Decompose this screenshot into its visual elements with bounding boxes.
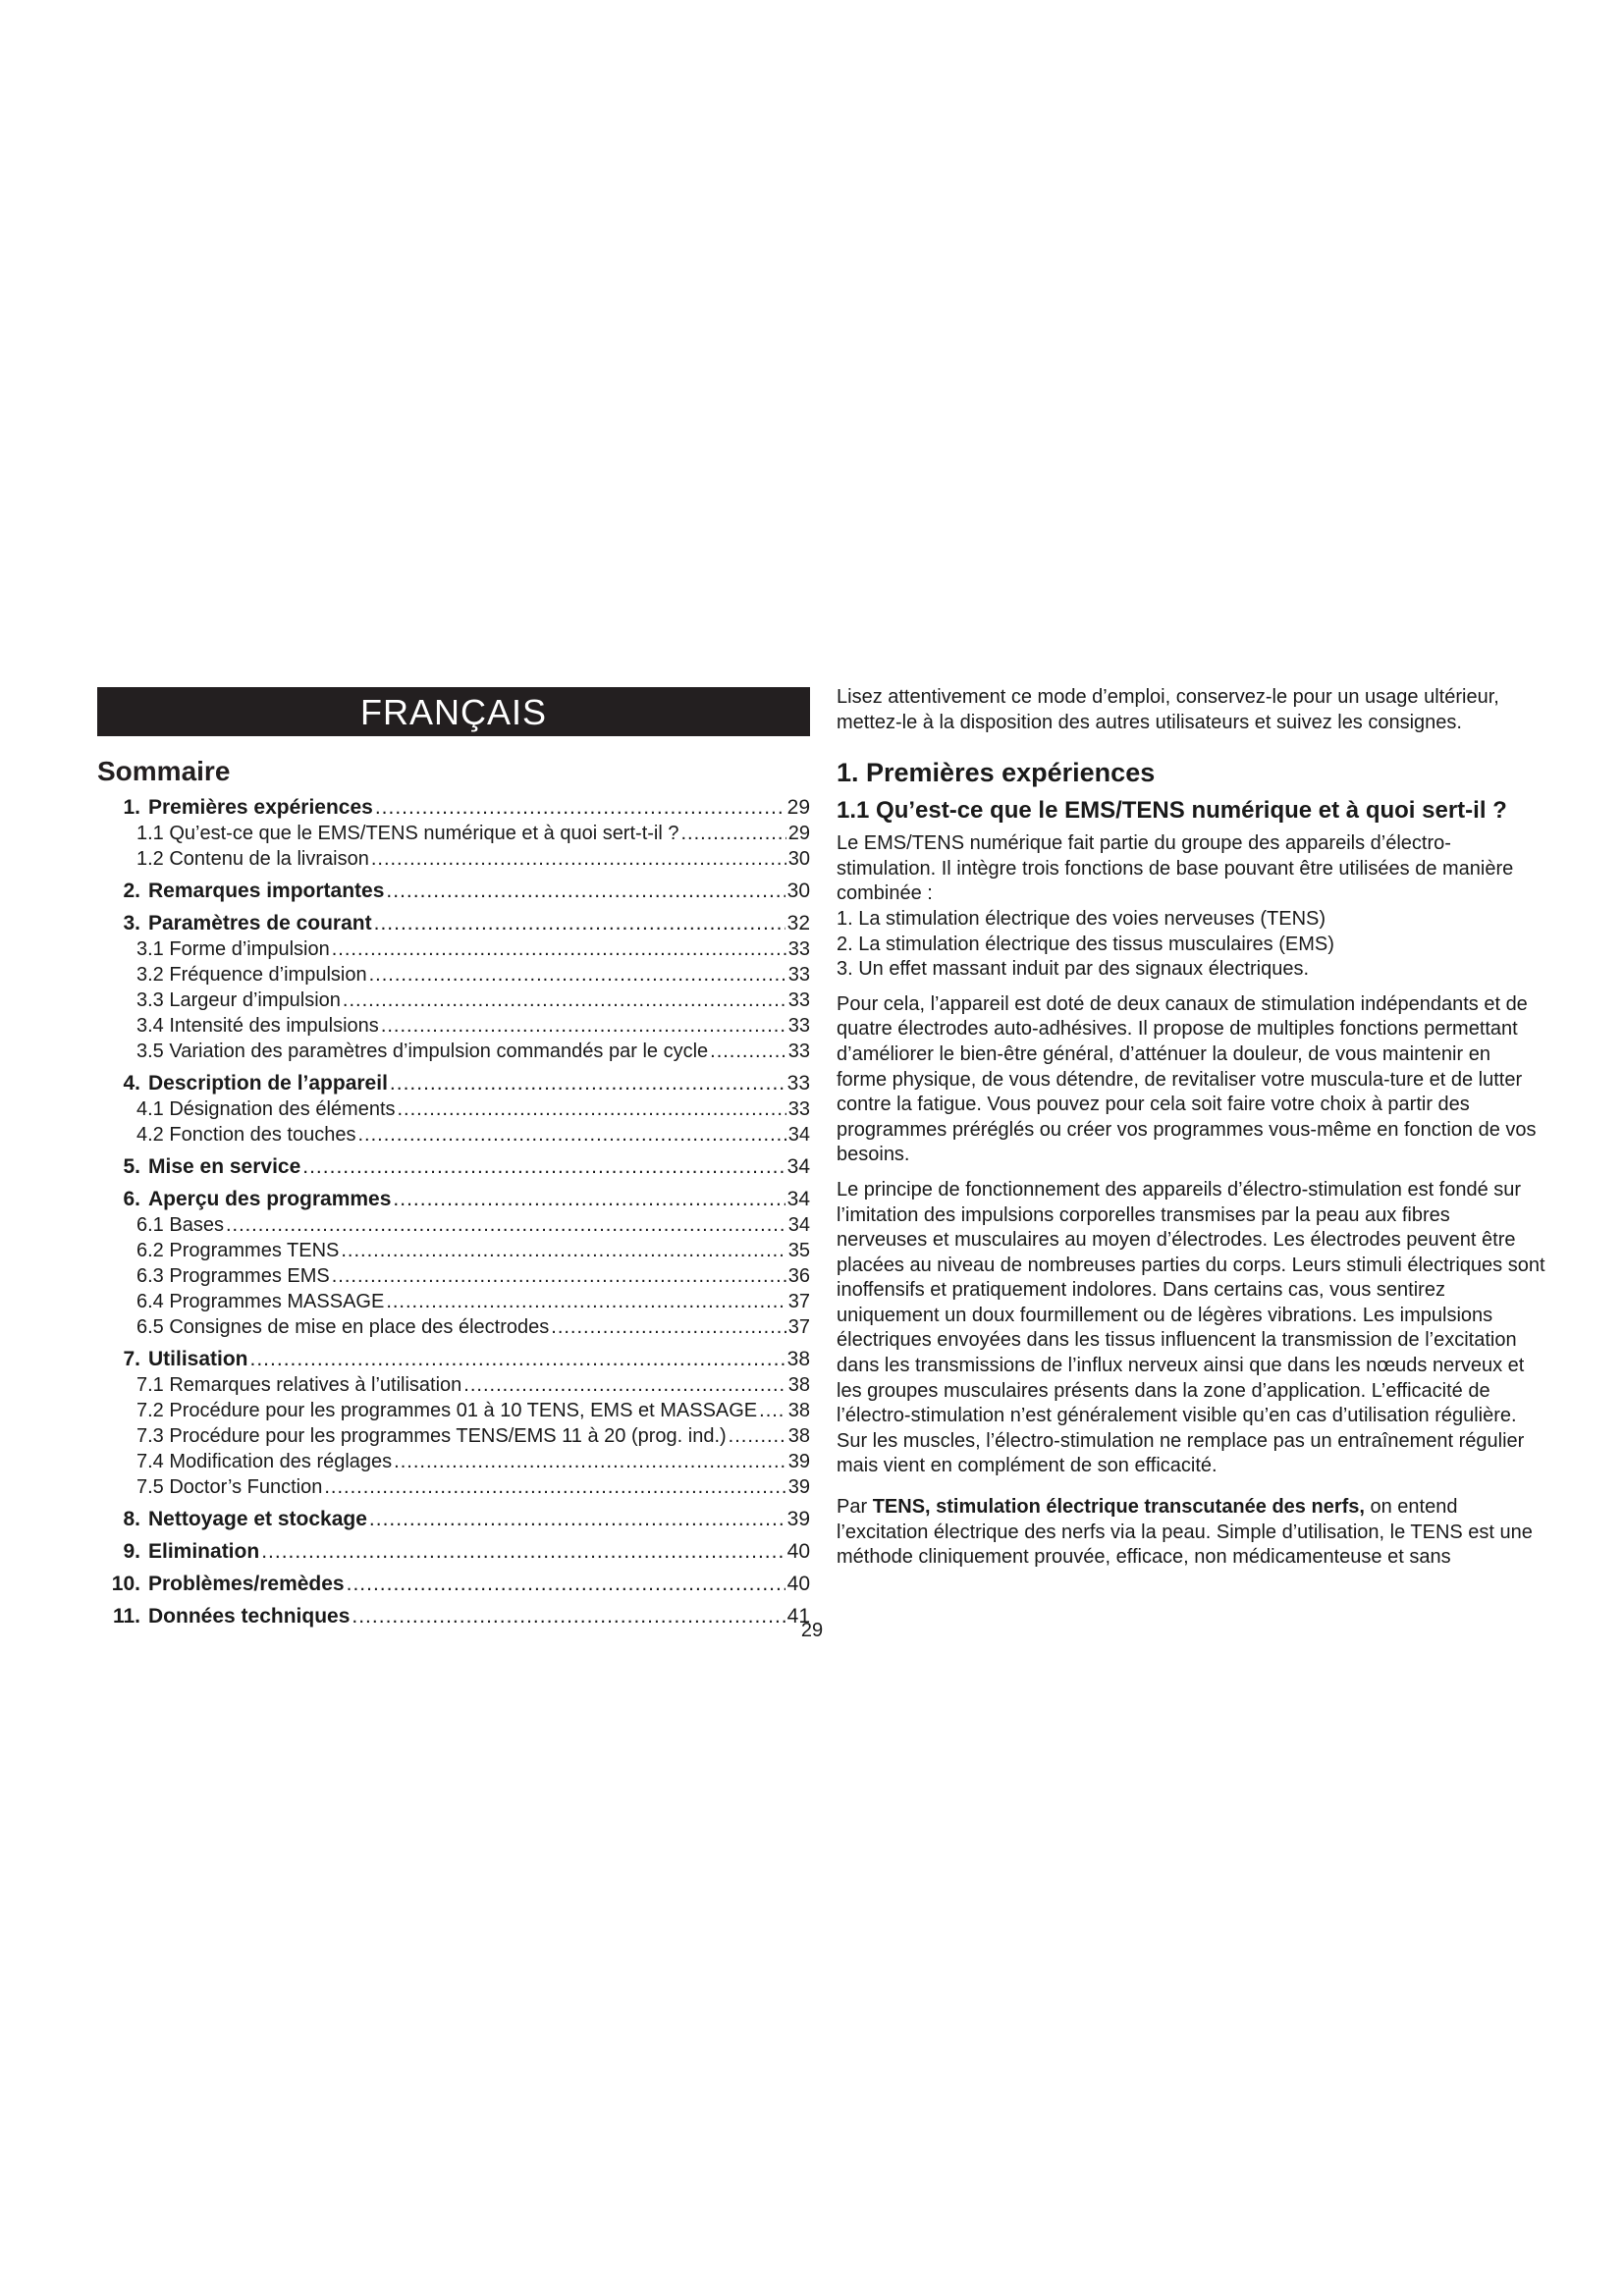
- toc-row: [97, 1289, 810, 1314]
- toc-page: 32: [786, 912, 810, 934]
- toc-leader: [394, 1449, 786, 1474]
- toc-leader: [374, 911, 785, 936]
- toc-number: 3.: [123, 912, 140, 934]
- toc-title: 3.2 Fréquence d’impulsion: [136, 964, 367, 986]
- tens-prefix: Par: [837, 1496, 868, 1519]
- toc-leader: [371, 846, 786, 872]
- toc-page: 33: [787, 1015, 810, 1037]
- toc-number: 10.: [111, 1573, 140, 1595]
- toc-leader: [386, 879, 785, 904]
- toc-title: Problèmes/remèdes: [148, 1573, 345, 1595]
- toc-leader: [250, 1347, 785, 1372]
- toc-title: Données techniques: [148, 1605, 351, 1628]
- toc-number: 1.: [123, 796, 140, 819]
- toc-row: [97, 1314, 810, 1340]
- toc-leader: [324, 1474, 785, 1500]
- toc-title: 3.1 Forme d’impulsion: [136, 938, 330, 960]
- toc-title: Paramètres de courant: [148, 912, 372, 934]
- toc-leader: [398, 1096, 786, 1122]
- toc-leader: [357, 1122, 785, 1148]
- toc-title: 6.3 Programmes EMS: [136, 1265, 330, 1287]
- toc-leader: [551, 1314, 785, 1340]
- toc-leader: [226, 1212, 786, 1238]
- toc-page: 38: [787, 1425, 810, 1447]
- toc-title: Premières expériences: [148, 796, 373, 819]
- toc-number: 4.: [123, 1072, 140, 1095]
- toc-title: 7.3 Procédure pour les programmes TENS/EMS 11 à 20 (prog. ind.): [136, 1425, 727, 1447]
- toc-page: 30: [786, 880, 810, 902]
- toc-row: [97, 1398, 810, 1423]
- list-item: 3. Un effet massant induit par des signaux électriques.: [837, 958, 1310, 981]
- toc-number: 6.: [123, 1188, 140, 1210]
- toc-row: [97, 1187, 810, 1212]
- toc-page: 40: [786, 1540, 810, 1563]
- toc-row: [97, 846, 810, 872]
- toc-page: 38: [787, 1374, 810, 1396]
- toc-row: [97, 1474, 810, 1500]
- toc-title: 6.1 Bases: [136, 1214, 224, 1236]
- toc-page: 33: [786, 1072, 810, 1095]
- toc-leader: [347, 1572, 785, 1597]
- paragraph-principle: Le principe de fonctionnement des appareils d’électro-stimulation est fondé sur l’imitation des impulsions corporelles transmises par la peau aux fibres nerveuses et musculaires au moyen d’électrodes. Les électrodes peuvent être placées au niveau de nombreuses parties du corps. Leurs stimuli électriques sont inoffensifs et pratiquement indolores. Dans certains cas, vous sentirez uniquement un doux fourmillement ou de légères vibrations. Les impulsions électriques envoyées dans les tissus influencent la transmission de l’excitation dans les transmissions de l’influx nerveux ainsi que dans les nœuds nerveux et les groupes musculaires présents dans la zone d’application. L’efficacité de l’électro-stimulation n’est généralement visible qu’en cas d’utilisation régulière. Sur les muscles, l’électro-stimulation ne remplace pas un entraînement régulier mais vient en complément de son efficacité.: [837, 1178, 1545, 1477]
- toc-leader: [710, 1039, 786, 1064]
- toc-title: Remarques importantes: [148, 880, 385, 902]
- toc-number: 9.: [123, 1540, 140, 1563]
- toc-page: 39: [787, 1451, 810, 1472]
- toc-leader: [261, 1539, 785, 1565]
- toc-row: [97, 1013, 810, 1039]
- toc-row: [97, 1347, 810, 1372]
- toc-title: 6.5 Consignes de mise en place des électrodes: [136, 1316, 550, 1338]
- toc-row: [97, 1122, 810, 1148]
- toc-page: 34: [786, 1188, 810, 1210]
- paragraph-tens: [837, 1495, 1545, 1571]
- toc-leader: [729, 1423, 786, 1449]
- tens-definition: TENS, stimulation électrique transcutanée des nerfs,: [872, 1496, 1365, 1519]
- page-number: 29: [800, 1620, 824, 1641]
- section-1-1-title: 1.1 Qu’est-ce que le EMS/TENS numérique et à quoi sert-il ?: [837, 797, 1507, 825]
- toc-page: 33: [787, 1098, 810, 1120]
- toc-leader: [759, 1398, 786, 1423]
- toc-page: 33: [787, 964, 810, 986]
- toc-row: [97, 1071, 810, 1096]
- toc-page: 34: [786, 1155, 810, 1178]
- toc-page: 37: [787, 1316, 810, 1338]
- toc-title: 7.2 Procédure pour les programmes 01 à 10 TENS, EMS et MASSAGE: [136, 1400, 758, 1421]
- toc-title: 7.4 Modification des réglages: [136, 1451, 393, 1472]
- toc-row: [97, 962, 810, 988]
- toc-number: 11.: [112, 1605, 140, 1628]
- right-column: [837, 685, 1545, 1580]
- toc-row: [97, 821, 810, 846]
- toc-page: 38: [787, 1400, 810, 1421]
- toc-row: [97, 1372, 810, 1398]
- toc-number: 5.: [123, 1155, 140, 1178]
- toc-leader: [332, 1263, 786, 1289]
- toc-title: Nettoyage et stockage: [148, 1508, 367, 1530]
- toc-row: [97, 879, 810, 904]
- toc-number: 2.: [123, 880, 140, 902]
- toc-row: [97, 911, 810, 936]
- toc-page: 34: [787, 1214, 810, 1236]
- table-of-contents: [97, 795, 810, 1629]
- toc-leader: [332, 936, 786, 962]
- toc-page: 33: [787, 1041, 810, 1062]
- toc-title: 3.3 Largeur d’impulsion: [136, 989, 341, 1011]
- toc-row: [97, 1154, 810, 1180]
- toc-page: 34: [787, 1124, 810, 1146]
- toc-title: Description de l’appareil: [148, 1072, 388, 1095]
- toc-title: 3.4 Intensité des impulsions: [136, 1015, 379, 1037]
- toc-row: [97, 1096, 810, 1122]
- toc-page: 30: [787, 848, 810, 870]
- functions-list: [837, 907, 1545, 983]
- toc-leader: [393, 1187, 785, 1212]
- toc-leader: [302, 1154, 785, 1180]
- toc-title: Aperçu des programmes: [148, 1188, 392, 1210]
- toc-row: [97, 936, 810, 962]
- toc-row: [97, 1238, 810, 1263]
- toc-page: 29: [786, 796, 810, 819]
- toc-row: [97, 1449, 810, 1474]
- toc-page: 38: [786, 1348, 810, 1370]
- toc-title: 1.2 Contenu de la livraison: [136, 848, 369, 870]
- toc-leader: [343, 988, 786, 1013]
- list-item: 2. La stimulation électrique des tissus musculaires (EMS): [837, 933, 1334, 955]
- toc-page: 33: [787, 938, 810, 960]
- toc-title: Utilisation: [148, 1348, 248, 1370]
- toc-leader: [369, 1507, 785, 1532]
- tens-rest: on entend l’excitation électrique des nerfs via la peau. Simple d’utilisation, le TENS est une méthode cliniquement prouvée, efficace, non médicamenteuse et sans: [837, 1496, 1533, 1569]
- toc-title: Elimination: [148, 1540, 260, 1563]
- section-1-title: 1. Premières expériences: [837, 758, 1156, 788]
- toc-leader: [390, 1071, 785, 1096]
- toc-row: [97, 1212, 810, 1238]
- toc-leader: [369, 962, 786, 988]
- toc-page: 39: [787, 1476, 810, 1498]
- left-column: [97, 687, 810, 1629]
- toc-page: 36: [787, 1265, 810, 1287]
- paragraph-channels: Pour cela, l’appareil est doté de deux canaux de stimulation indépendants et de quatre électrodes auto-adhésives. Il propose de multiples fonctions permettant d’améliorer le bien-être général, d’atténuer la douleur, de vous maintenir en forme physique, de vous détendre, de revitaliser votre muscula-ture et de lutter contre la fatigue. Vous pouvez pour cela soit faire votre choix à partir des programmes préréglés ou créer vos programmes vous-même en fonction de vos besoins.: [837, 992, 1537, 1166]
- toc-title: Mise en service: [148, 1155, 301, 1178]
- toc-leader: [463, 1372, 785, 1398]
- language-banner: FRANÇAIS: [97, 687, 810, 736]
- toc-heading: Sommaire: [97, 756, 231, 786]
- toc-page: 39: [786, 1508, 810, 1530]
- list-item: 1. La stimulation électrique des voies nerveuses (TENS): [837, 907, 1326, 930]
- toc-leader: [680, 821, 785, 846]
- toc-row: [97, 1539, 810, 1565]
- toc-page: 35: [787, 1240, 810, 1261]
- toc-row: [97, 1507, 810, 1532]
- toc-title: 4.2 Fonction des touches: [136, 1124, 356, 1146]
- toc-page: 41: [786, 1605, 810, 1628]
- toc-leader: [341, 1238, 785, 1263]
- toc-leader: [386, 1289, 785, 1314]
- toc-row: [97, 1572, 810, 1597]
- section-1-1-intro: Le EMS/TENS numérique fait partie du groupe des appareils d’électro-stimulation. Il intègre trois fonctions de base pouvant être utilisées de manière combinée :: [837, 832, 1514, 905]
- toc-number: 8.: [123, 1508, 140, 1530]
- toc-number: 7.: [123, 1348, 140, 1370]
- toc-page: 37: [787, 1291, 810, 1312]
- toc-leader: [375, 795, 785, 821]
- toc-row: [97, 1039, 810, 1064]
- toc-page: 40: [786, 1573, 810, 1595]
- toc-row: [97, 988, 810, 1013]
- toc-title: 6.2 Programmes TENS: [136, 1240, 340, 1261]
- toc-title: 4.1 Désignation des éléments: [136, 1098, 396, 1120]
- toc-row: [97, 1423, 810, 1449]
- toc-title: 1.1 Qu’est-ce que le EMS/TENS numérique et à quoi sert-t-il ?: [136, 823, 679, 844]
- toc-title: 3.5 Variation des paramètres d’impulsion commandés par le cycle: [136, 1041, 709, 1062]
- toc-title: 6.4 Programmes MASSAGE: [136, 1291, 385, 1312]
- toc-title: 7.1 Remarques relatives à l’utilisation: [136, 1374, 462, 1396]
- toc-row: [97, 795, 810, 821]
- toc-leader: [381, 1013, 786, 1039]
- toc-row: [97, 1263, 810, 1289]
- toc-page: 33: [787, 989, 810, 1011]
- intro-paragraph: Lisez attentivement ce mode d’emploi, conservez-le pour un usage ultérieur, mettez-le à la disposition des autres utilisateurs et suivez les consignes.: [837, 686, 1499, 733]
- toc-title: 7.5 Doctor’s Function: [136, 1476, 323, 1498]
- toc-page: 29: [787, 823, 810, 844]
